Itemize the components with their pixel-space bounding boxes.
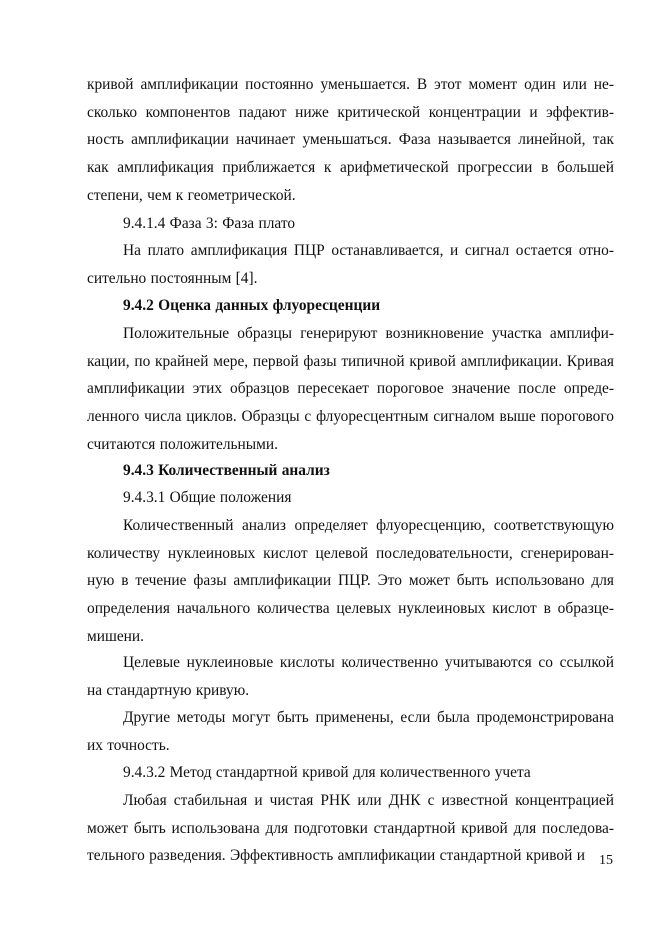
paragraph-quantitative-analysis: Количественный анализ определяет флуоресценцию, соответствующую количеству нуклеиновых кислот целевой последовательности, сгенерированную в течение фазы амплификации ПЦР. Это может быть использовано для определения начального количества целевых нуклеиновых кислот в образце-мишени. bbox=[87, 517, 614, 645]
subsection-heading-9-4-3-2: 9.4.3.2 Метод стандартной кривой для количественного учета bbox=[123, 764, 531, 781]
paragraph-linear-phase-continued: кривой амплификации постоянно уменьшается. В этот момент один или несколько компонентов падают ниже критической концентрации и эффективность амплификации начинает уменьшаться. Фаза называется линейной, так как амплификация приближается к арифметической прогрессии в большей степени, чем к геометрической. bbox=[87, 76, 614, 204]
paragraph-plateau: На плато амплификация ПЦР останавливается, и сигнал остается относительно постоянным [4]. bbox=[87, 242, 614, 287]
paragraph-fluorescence-evaluation: Положительные образцы генерируют возникновение участка амплификации, по крайней мере, первой фазы типичной кривой амплификации. Кривая амплификации этих образцов пересекает пороговое значение после определенного числа циклов. Образцы с флуоресцентным сигналом выше порогового считаются положительными. bbox=[87, 325, 614, 453]
paragraph-standard-curve-reference: Целевые нуклеиновые кислоты количественно учитываются со ссылкой на стандартную кривую. bbox=[87, 654, 614, 699]
subsection-heading-9-4-1-4: 9.4.1.4 Фаза 3: Фаза плато bbox=[123, 215, 296, 232]
section-heading-9-4-2: 9.4.2 Оценка данных флуоресценции bbox=[123, 297, 381, 314]
paragraph-other-methods: Другие методы могут быть применены, если была продемонстрирована их точность. bbox=[87, 709, 614, 754]
page-number: 15 bbox=[599, 853, 613, 868]
subsection-heading-9-4-3-1: 9.4.3.1 Общие положения bbox=[123, 489, 292, 506]
section-heading-9-4-3: 9.4.3 Количественный анализ bbox=[123, 462, 330, 479]
paragraph-standard-curve-method: Любая стабильная и чистая РНК или ДНК с известной концентрацией может быть использована для подготовки стандартной кривой для последовательного разведения. Эффективность амплификации стандартной кривой и bbox=[87, 792, 614, 865]
